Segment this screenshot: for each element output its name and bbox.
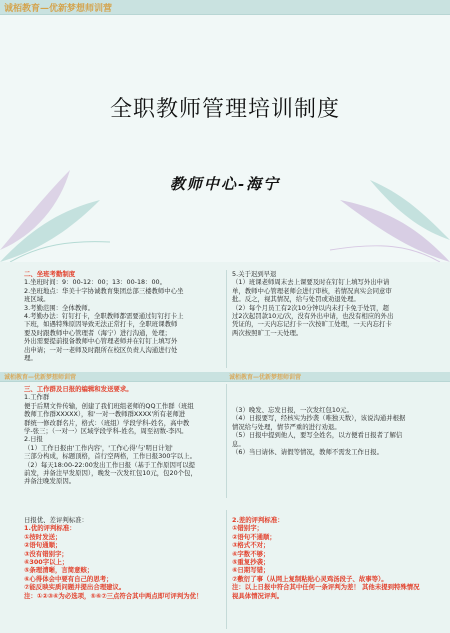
text-line: 出申请；一对一老师及时跟所在校区负责人沟通进行处 (24, 345, 178, 354)
text-line: （1）工作日报由'工作内容'，'工作心得'与'明日计划' (24, 443, 173, 452)
text-line: ⑤重复抄袭； (232, 558, 270, 567)
text-line: ③没有错别字； (24, 549, 68, 558)
text-line: ⑦能反映实质问题并提出合理建议。 (24, 583, 126, 592)
text-line: （2）每个月员工有2次10分钟以内未打卡免于处罚，超 (232, 303, 389, 312)
text-line: （6）当日请休、请假等情况，教师不需发工作日报。 (232, 448, 384, 457)
text-line: 教师工作群XXXXX），和'一对一教师群XXXX'所有老师进 (24, 410, 186, 419)
text-line: （4）日报要写，经核实为抄袭（唯独天数），该说沟通并根据 (232, 414, 406, 423)
text-line: 2.日报 (24, 435, 43, 444)
text-line: 下班，如遇特殊原因导致无法正常打卡，全职班课教师 (24, 320, 178, 329)
text-line: 前发，并备注早发原因），晚发一次发红包10元，包20个包， (24, 469, 197, 478)
header-bar (0, 372, 450, 382)
text-line: 3.考勤范围：全体教师。 (24, 303, 95, 312)
text-line: 凭证的，一天内忘记打卡一次按旷工处理，一天内忘打卡 (232, 320, 392, 329)
text-line: 视具体情况评判。 (232, 591, 284, 600)
text-line: ①错别字； (232, 524, 263, 533)
text-line: ⑥心得体会中要有自己的思考； (24, 574, 113, 583)
text-line: 1.坐班时间：9：00-12：00；13：00-18：00。 (24, 278, 166, 287)
text-line: 并备注晚发原因。 (24, 477, 76, 486)
text-line: 2.坐班地点：华美十字协诚教育集团总部三楼教师中心坐 (24, 286, 184, 295)
text-line: 群统一修改群名片，格式：（班组）学段学科-姓名，高中教 (24, 418, 190, 427)
text-line: 注：①②③④为必选项，⑤⑥⑦三点符合其中两点即可评判为优！ (24, 591, 203, 600)
text-line: 外出需要提前报备教师中心管理老师并在钉钉上填写外 (24, 337, 178, 346)
brand-logo: 诚栢教育—优新梦想师训营 (4, 4, 113, 14)
text-line: 情况给与处理，情节严重的进行劝退。 (232, 422, 341, 431)
text-line: 注：以上日报中符合其中任何一条评判为差！ 其他未提到特殊情况 (232, 583, 420, 592)
evaluation-right-column (232, 516, 438, 600)
attendance-right-column (232, 270, 438, 337)
text-line: 5.关于迟到早退 (232, 270, 277, 278)
text-line: ⑦敷衍了事（从网上复制粘贴心灵鸡汤段子、故事等）。 (232, 574, 388, 583)
column-divider (226, 510, 227, 629)
text-line: 理。 (24, 354, 37, 363)
header-bar (0, 0, 450, 15)
text-line: 单，教师中心管理老师会进行审核，若情况真实会同意审 (232, 286, 392, 295)
text-line: 学-张三；（一对一）区域学段学科-姓名，周至初数-李四。 (24, 427, 188, 436)
attendance-slide (0, 262, 450, 372)
text-line: （1）班课老师周末去上课要及时在钉钉上填写外出申请 (232, 278, 390, 287)
daily-report-slide (0, 372, 450, 502)
text-line: 4.考勤办法：钉钉打卡，全职教师都需要通过钉钉打卡上 (24, 312, 184, 321)
text-line: （5）日报中提到他人，要写全姓名，以方便看日报者了解信 (232, 431, 403, 440)
text-line: 息。 (232, 439, 245, 448)
brand-logo: 诚栢教育—优新梦想师训营 (229, 374, 302, 381)
text-line: （2）每天18:00-22:00发出工作日报（基于工作原因可以提 (24, 460, 196, 469)
section-heading: 二、坐班考勤制度 (24, 270, 76, 278)
attendance-left-column (24, 270, 222, 362)
text-line: ②语句通顺； (24, 541, 62, 550)
text-line: ⑤条理清晰，言简意赅； (24, 566, 94, 575)
text-line: ①按时发送； (24, 532, 62, 541)
text-line: 两次按照旷工一天处理。 (232, 328, 303, 337)
text-line: 批。反之，视其情况，给与处罚或劝退处理。 (232, 295, 360, 304)
report-right-column (232, 406, 438, 456)
text-line: 过2次起罚款10元/次，没有外出申请，也没有相应的外出 (232, 312, 394, 321)
text-line: 要及时跟教师中心管理者（海宁）进行沟通，处理； (24, 328, 171, 337)
cover-slide (0, 0, 450, 262)
page-subtitle: 教师中心-海宁 (169, 175, 281, 193)
text-line: 三部分构成，标题顶格，首行空两格，工作日报300字以上。 (24, 452, 196, 461)
decorative-leaf-icon (0, 150, 110, 262)
section-heading: 三、工作群及日报的编辑和发送要求。 (24, 385, 133, 393)
page-title: 全职教师管理培训制度 (109, 97, 340, 122)
text-line: 1.优的评判标准： (24, 524, 76, 533)
text-line: 1.工作群 (24, 393, 50, 402)
text-line: ⑥日期写错； (232, 566, 270, 575)
text-line: 便于后期文件传输，创建了我们班组老师的QQ工作群（班组 (24, 401, 194, 410)
text-line: （3）晚发、忘发日报，一次发红包10元。 (232, 406, 353, 414)
text-line: ④字数不够； (232, 549, 270, 558)
evaluation-slide (0, 502, 450, 633)
text-line: ③格式不对； (232, 541, 270, 550)
column-divider (226, 270, 227, 368)
text-line: ②语句不通顺； (232, 532, 276, 541)
text-line: 日报优、差评判标准： (24, 516, 88, 524)
column-divider (226, 384, 227, 498)
text-line: 2.差的评判标准： (232, 516, 284, 524)
report-left-column (24, 385, 222, 486)
text-line: 班区域。 (24, 295, 50, 304)
evaluation-left-column (24, 516, 222, 600)
text-line: ④300字以上； (24, 558, 69, 567)
brand-logo: 诚栢教育—优新梦想师训营 (4, 374, 77, 381)
